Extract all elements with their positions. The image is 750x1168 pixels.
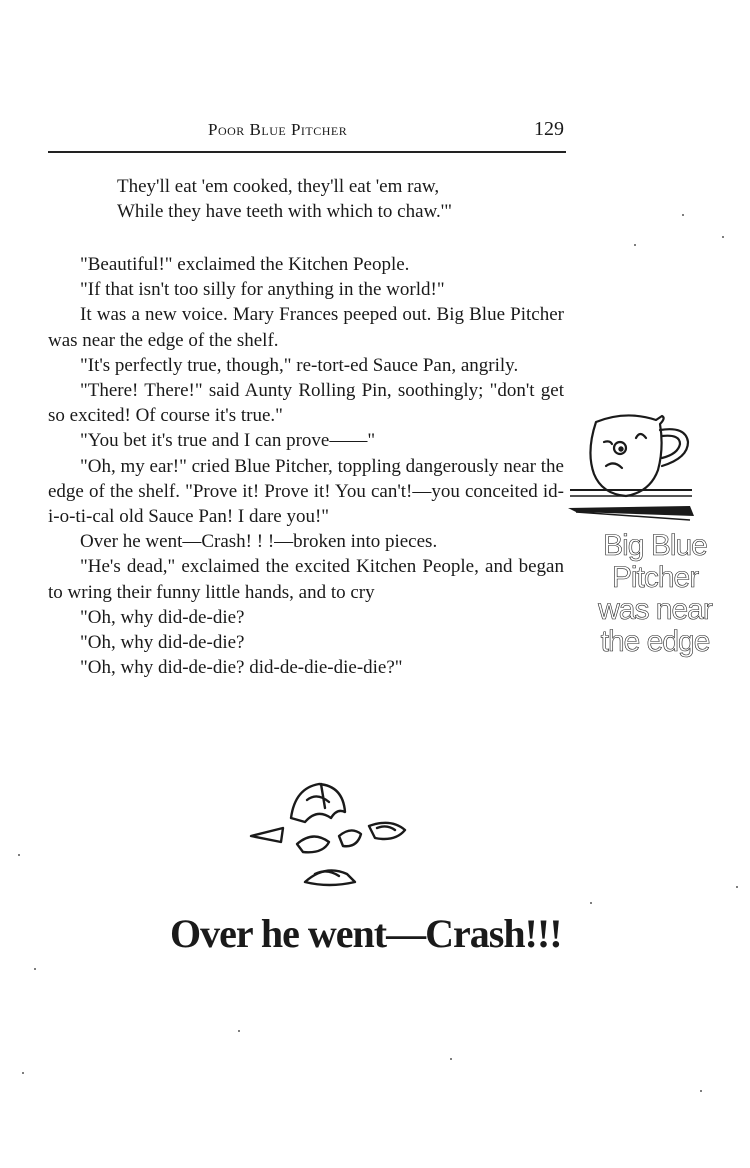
lament-line: "Oh, why did-de-die? [80,606,245,628]
paragraph: "Beautiful!" exclaimed the Kitchen People. [80,254,410,275]
paragraph: "It's perfectly true, though," re-tort-ed Sauce Pan, angrily. [80,354,519,376]
verse-line: While they have teeth with which to chaw.'" [117,201,452,222]
paper-speck [700,1090,702,1092]
paper-speck [682,214,684,216]
paragraph: "He's dead," exclaimed the excited Kitchen People, and began to wring their funny little hands, and to cry [48,556,564,603]
verse-line: They'll eat 'em cooked, they'll eat 'em raw, [117,176,440,197]
paper-speck [22,1072,24,1074]
paragraph: "Oh, my ear!" cried Blue Pitcher, toppling dangerously near the edge of the shelf. "Prove it! Prove it! You can't!—you conceited id-i-o-ti-cal old Sauce Pan! I dare you!" [48,455,564,528]
paper-speck [450,1058,452,1060]
blue-pitcher-illustration [566,408,696,526]
paper-speck [736,886,738,888]
page-number: 129 [534,118,564,140]
paper-speck [634,244,636,246]
side-caption-line: Big Blue [603,529,707,562]
paper-speck [722,236,724,238]
side-caption-line: was near [598,593,712,626]
paper-speck [18,854,20,856]
paper-speck [238,1030,240,1032]
lament-line: "Oh, why did-de-die? [80,632,245,654]
paragraph: "There! There!" said Aunty Rolling Pin, soothingly; "don't get so excited! Of course it's true." [48,380,564,427]
side-caption-line: Pitcher [611,561,699,594]
paragraph: It was a new voice. Mary Frances peeped out. Big Blue Pitcher was near the edge of the shelf. [48,304,564,351]
paper-speck [590,902,592,904]
paragraph: "You bet it's true and I can prove——" [80,430,376,452]
paper-speck [34,968,36,970]
body-text [48,252,564,680]
lament-line: "Oh, why did-de-die? did-de-die-die-die?" [80,657,403,679]
verse [117,174,452,224]
header-rule [48,151,566,153]
paragraph: "If that isn't too silly for anything in the world!" [80,279,445,301]
paragraph: Over he went—Crash! ! !—broken into pieces. [80,531,438,553]
side-caption-line: the edge [600,625,710,658]
broken-pitcher-illustration [245,778,425,893]
crash-caption: Over he went—Crash!!! [170,911,562,956]
running-title: Poor Blue Pitcher [208,120,348,139]
side-caption [580,530,730,658]
running-header [48,118,566,148]
